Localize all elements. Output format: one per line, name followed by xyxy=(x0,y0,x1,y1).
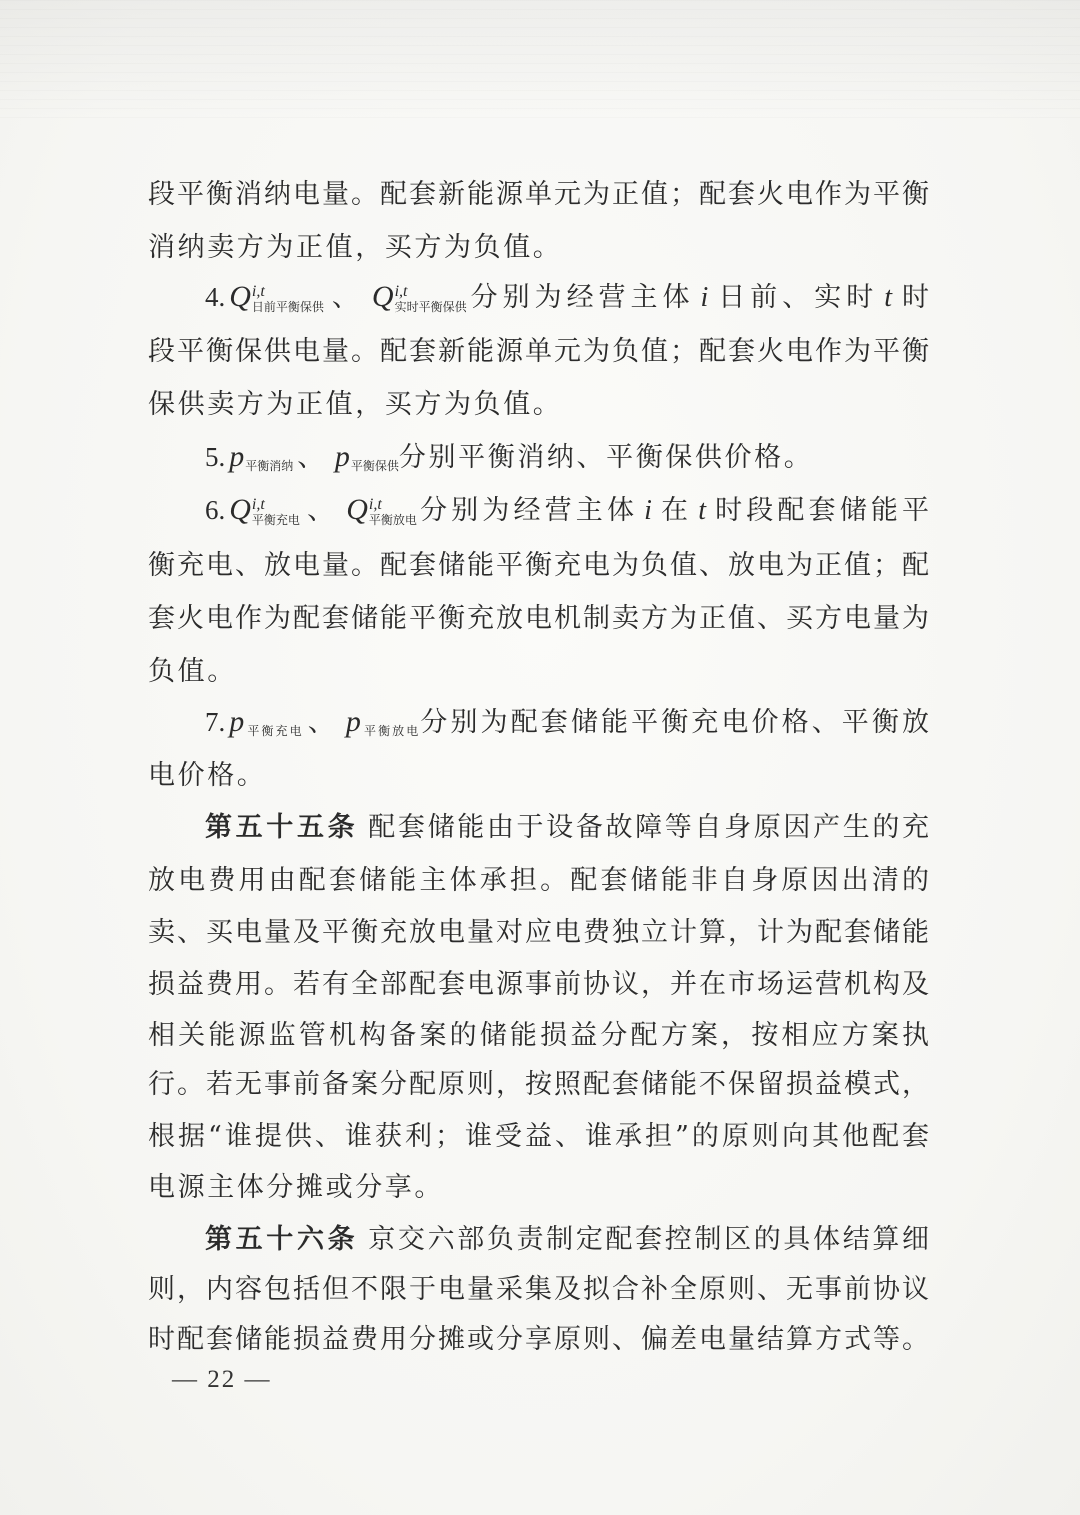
page-number: — 22 — xyxy=(172,1366,272,1393)
separator: 、 xyxy=(327,282,364,313)
text-line xyxy=(148,965,930,1005)
article-56-first-line xyxy=(205,1220,930,1260)
superscript: i,t xyxy=(251,496,265,513)
line-text: 京交六部负责制定配套控制区的具体结算细 xyxy=(368,1224,930,1255)
line-text: 分别为配套储能平衡充电价格、平衡放 xyxy=(420,707,930,738)
subscript: 实时平衡保供 xyxy=(394,300,467,314)
formula-line-item-5 xyxy=(205,437,930,477)
line-text: 配套储能由于设备故障等自身原因产生的充 xyxy=(368,812,930,843)
line-text: 相关能源监管机构备案的储能损益分配方案，按相应方案执 xyxy=(148,1020,930,1051)
subscript: 平衡放电 xyxy=(361,724,421,738)
script-stack xyxy=(369,497,417,527)
line-text: 消纳卖方为正值，买方为负值。 xyxy=(148,232,563,263)
line-text: 段平衡消纳电量。配套新能源单元为正值；配套火电作为平衡 xyxy=(148,179,930,210)
line-text: 电源主体分摊或分享。 xyxy=(148,1172,444,1203)
symbol-q: Q xyxy=(346,493,368,526)
variable-i: i xyxy=(700,282,709,313)
script-stack xyxy=(252,284,324,314)
text-line xyxy=(148,756,930,796)
item-number: 7. xyxy=(205,707,226,737)
variable-i: i xyxy=(644,495,652,526)
line-text: 日前、实时 xyxy=(714,282,879,313)
symbol-p: p xyxy=(229,705,245,738)
text-line xyxy=(148,332,930,372)
text-line xyxy=(148,652,930,692)
line-text: 时段配套储能平 xyxy=(711,495,930,526)
line-text: 套火电作为配套储能平衡充放电机制卖方为正值、买方电量为 xyxy=(148,603,930,634)
variable-t: t xyxy=(884,282,893,313)
symbol-q: Q xyxy=(229,493,251,526)
line-text: 电价格。 xyxy=(148,760,267,791)
line-text: 负值。 xyxy=(148,656,237,687)
subscript: 日前平衡保供 xyxy=(251,300,324,314)
text-line xyxy=(148,175,930,215)
text-line xyxy=(148,1320,930,1360)
formula-line-item-6 xyxy=(205,490,930,530)
text-line xyxy=(148,1065,930,1105)
line-text: 段平衡保供电量。配套新能源单元为负值；配套火电作为平衡 xyxy=(148,336,930,367)
symbol-p: p xyxy=(334,440,350,473)
subscript: 平衡充电 xyxy=(245,724,304,738)
script-stack xyxy=(252,497,300,527)
text-line xyxy=(148,1168,930,1208)
symbol-q: Q xyxy=(371,280,394,313)
line-text: 放电费用由配套储能主体承担。配套储能非自身原因出清的 xyxy=(148,865,930,896)
superscript: i,t xyxy=(251,283,265,300)
scan-top-margin xyxy=(0,0,1080,120)
superscript: i,t xyxy=(394,283,408,300)
item-number: 5. xyxy=(205,442,226,472)
separator: 、 xyxy=(303,495,339,526)
subscript: 平衡保供 xyxy=(350,459,399,473)
formula-line-item-7 xyxy=(205,702,930,742)
subscript: 平衡放电 xyxy=(368,513,417,527)
line-text: 时 xyxy=(898,282,930,313)
symbol-p: p xyxy=(345,705,361,738)
line-text: 根据“谁提供、谁获利；谁受益、谁承担”的原则向其他配套 xyxy=(148,1121,930,1152)
line-text: 则，内容包括但不限于电量采集及拟合补全原则、无事前协议 xyxy=(148,1274,930,1305)
script-stack xyxy=(395,284,467,314)
superscript: i,t xyxy=(368,496,382,513)
text-line xyxy=(148,1016,930,1056)
line-text: 在 xyxy=(657,495,693,526)
text-line xyxy=(148,385,930,425)
article-55-first-line xyxy=(205,808,930,848)
text-line xyxy=(148,1117,930,1157)
text-line xyxy=(148,1270,930,1310)
subscript: 平衡充电 xyxy=(251,513,300,527)
line-text: 损益费用。若有全部配套电源事前协议，并在市场运营机构及 xyxy=(148,969,930,1000)
article-heading: 第五十五条 xyxy=(205,812,359,843)
separator: 、 xyxy=(307,707,338,738)
line-text: 行。若无事前备案分配原则，按照配套储能不保留损益模式， xyxy=(148,1069,930,1100)
line-text: 保供卖方为正值，买方为负值。 xyxy=(148,389,563,420)
line-text: 衡充电、放电量。配套储能平衡充电为负值、放电为正值；配 xyxy=(148,550,930,581)
formula-line-item-4 xyxy=(205,277,930,317)
item-number: 4. xyxy=(205,282,226,312)
variable-t: t xyxy=(698,495,706,526)
line-text: 分别为经营主体 xyxy=(466,282,695,313)
subscript: 平衡消纳 xyxy=(245,459,294,473)
text-line xyxy=(148,913,930,953)
line-text: 时配套储能损益费用分摊或分享原则、偏差电量结算方式等。 xyxy=(148,1324,930,1355)
line-text: 分别平衡消纳、平衡保供价格。 xyxy=(398,442,814,473)
line-text: 卖、买电量及平衡充放电量对应电费独立计算，计为配套储能 xyxy=(148,917,930,948)
text-line xyxy=(148,861,930,901)
article-heading: 第五十六条 xyxy=(205,1224,359,1255)
text-line xyxy=(148,599,930,639)
item-number: 6. xyxy=(205,495,226,525)
symbol-q: Q xyxy=(229,280,251,313)
symbol-p: p xyxy=(229,440,245,473)
separator: 、 xyxy=(297,442,327,473)
text-line xyxy=(148,546,930,586)
text-line xyxy=(148,228,930,268)
line-text: 分别为经营主体 xyxy=(416,495,639,526)
